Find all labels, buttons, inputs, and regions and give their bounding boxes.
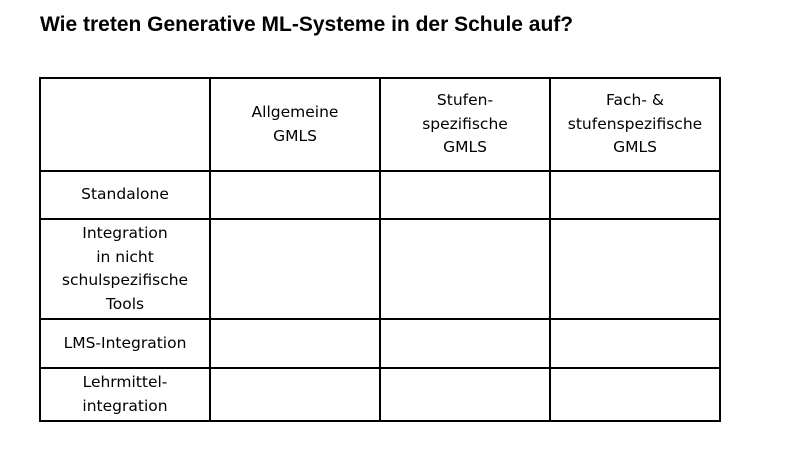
- table-cell: [210, 219, 380, 319]
- row-header-label: LMS-Integration: [63, 333, 187, 352]
- row-header: [40, 219, 210, 319]
- column-header: [210, 78, 380, 171]
- table-row: [40, 368, 720, 421]
- row-header-label: Integration in nicht schulspezifische Tools: [61, 224, 189, 313]
- column-header-label: Fach- & stufenspezifische GMLS: [567, 91, 703, 157]
- column-header: [380, 78, 550, 171]
- page-title: Wie treten Generative ML-Systeme in der Schule auf?: [40, 13, 574, 36]
- table-cell: [380, 368, 550, 421]
- table-row: [40, 171, 720, 219]
- column-header: [550, 78, 720, 171]
- table-cell: [380, 171, 550, 219]
- table-cell: [210, 368, 380, 421]
- table-cell: [210, 171, 380, 219]
- table-cell: [550, 219, 720, 319]
- row-header: [40, 171, 210, 219]
- row-header: [40, 368, 210, 421]
- table-cell: [380, 319, 550, 368]
- table-cell: [380, 219, 550, 319]
- table-header-row: [40, 78, 720, 171]
- table-cell: [550, 319, 720, 368]
- row-header-label: Lehrmittel- integration: [82, 373, 168, 415]
- classification-table: [39, 77, 721, 422]
- corner-cell: [40, 78, 210, 171]
- table-row: [40, 219, 720, 319]
- table-cell: [550, 171, 720, 219]
- column-header-label: Stufen- spezifische GMLS: [422, 91, 508, 157]
- table-cell: [550, 368, 720, 421]
- column-header-label: Allgemeine GMLS: [251, 103, 339, 145]
- table-row: [40, 319, 720, 368]
- row-header: [40, 319, 210, 368]
- row-header-label: Standalone: [81, 185, 169, 204]
- table-cell: [210, 319, 380, 368]
